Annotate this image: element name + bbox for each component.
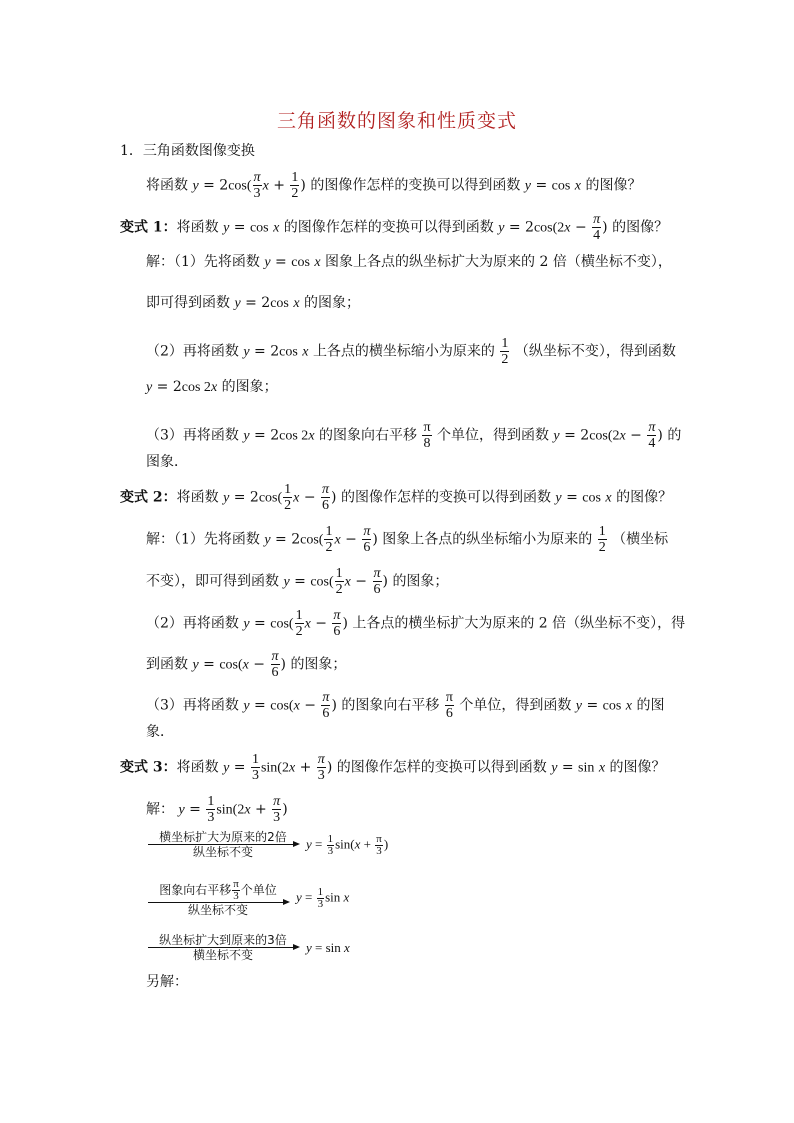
variant-1-step-1-cont: 即可得到函数 y = 2cos x 的图象；	[146, 295, 361, 311]
arrow-1-icon	[148, 844, 298, 845]
arrow-2-icon	[148, 902, 288, 903]
alternative-solution: 另解：	[146, 974, 188, 990]
variant-2-step-2: （2）再将函数 y = cos( $\frac{1}{2}$ x − $\frac{\pi}{6}$ ) 上各点的横坐标扩大为原来的 2 倍（纵坐标不变），得	[146, 608, 686, 639]
variant-2-step-3-cont: 象．	[146, 724, 174, 740]
variant-1-step-2: （2）再将函数 y = 2cos x 上各点的横坐标缩小为原来的 $\frac{1}{2}$ （纵坐标不变），得到函数	[146, 336, 676, 367]
variant-1-step-2-cont: y = 2cos 2x 的图象；	[146, 379, 278, 395]
variant-1-step-3: （3）再将函数 y = 2cos 2x 的图象向右平移 $\frac{\pi}{8}$ 个单位，得到函数 y = 2cos(2x − $\frac{\pi}{4}$ ) 的	[146, 420, 682, 451]
variant-3-question: 变式 3：将函数 y = $\frac{1}{3}$ sin(2x + $\frac{\pi}{3}$ ) 的图像作怎样的变换可以得到函数 y = sin x 的图像？	[120, 752, 666, 783]
transform-arrow-3: 纵坐标扩大到原来的3倍 横坐标不变 y = sin x	[148, 933, 350, 963]
variant-2-step-2-cont: 到函数 y = cos(x − $\frac{\pi}{6}$ ) 的图象；	[146, 649, 347, 680]
transform-arrow-2: 图象向右平移 $\frac{\pi}{3}$ 个单位 纵坐标不变 y = $\frac{1}{3}$ sin x	[148, 879, 349, 918]
question-main: 将函数 y = 2cos( $\frac{\pi}{3}$ x + $\frac{1}{2}$ ) 的图像作怎样的变换可以得到函数 y = cos x 的图像？	[146, 170, 642, 201]
variant-1-step-3-cont: 图象．	[146, 454, 188, 470]
variant-1-step-1: 解：（1）先将函数 y = cos x 图象上各点的纵坐标扩大为原来的 2 倍（横坐标不变），	[146, 254, 672, 270]
transform-arrow-1: 横坐标扩大为原来的2倍 纵坐标不变 y = $\frac{1}{3}$ sin(x + $\frac{\pi}{3}$ )	[148, 830, 388, 860]
section-heading: 1．三角函数图像变换	[120, 143, 255, 159]
variant-2-step-1-cont: 不变），即可得到函数 y = cos( $\frac{1}{2}$ x − $\frac{\pi}{6}$ ) 的图象；	[146, 566, 449, 597]
arrow-3-icon	[148, 947, 298, 948]
variant-2-step-1: 解：（1）先将函数 y = 2cos( $\frac{1}{2}$ x − $\frac{\pi}{6}$ ) 图象上各点的纵坐标缩小为原来的 $\frac{1}{2}$ （横坐标	[146, 524, 669, 555]
variant-3-solution-start: 解： y = $\frac{1}{3}$ sin(2x + $\frac{\pi}{3}$ )	[146, 794, 288, 825]
variant-2-question: 变式 2：将函数 y = 2cos( $\frac{1}{2}$ x − $\frac{\pi}{6}$ ) 的图像作怎样的变换可以得到函数 y = cos x 的图像？	[120, 482, 673, 513]
variant-1-question: 变式 1：将函数 y = cos x 的图像作怎样的变换可以得到函数 y = 2cos(2x − $\frac{\pi}{4}$ ) 的图像？	[120, 212, 669, 243]
page-title: 三角函数的图象和性质变式	[276, 110, 517, 132]
variant-2-step-3: （3）再将函数 y = cos(x − $\frac{\pi}{6}$ ) 的图象向右平移 $\frac{\pi}{6}$ 个单位，得到函数 y = cos x 的图	[146, 690, 665, 721]
